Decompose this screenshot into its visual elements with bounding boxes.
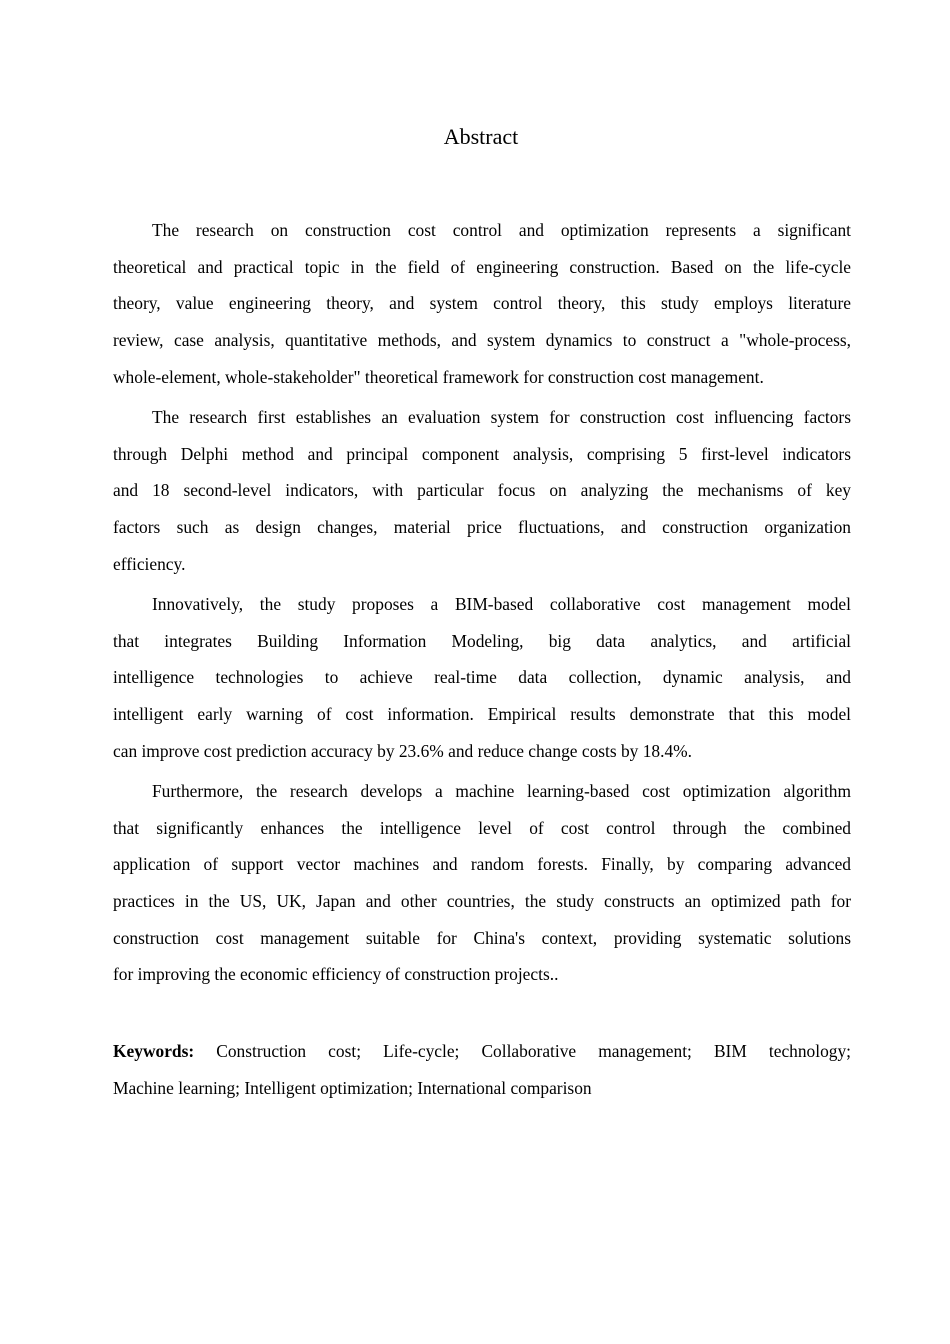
text-line: through Delphi method and principal component analysis, comprising 5 first-level indicators xyxy=(113,443,851,464)
text-line: application of support vector machines and random forests. Finally, by comparing advanced xyxy=(113,854,851,875)
keywords-label: Keywords: xyxy=(113,1041,195,1061)
text-line: efficiency. xyxy=(113,553,186,574)
page-title: Abstract xyxy=(443,124,519,149)
text-line: construction cost management suitable for China's context, providing systematic solutions xyxy=(113,927,851,948)
text-line: theoretical and practical topic in the field of engineering construction. Based on the life-cycle xyxy=(113,256,851,277)
text-line: theory, value engineering theory, and system control theory, this study employs literature xyxy=(113,293,851,314)
text-line: intelligent early warning of cost information. Empirical results demonstrate that this model xyxy=(113,703,851,724)
text-line: review, case analysis, quantitative methods, and system dynamics to construct a "whole-process, xyxy=(113,330,851,351)
text-line: can improve cost prediction accuracy by 23.6% and reduce change costs by 18.4%. xyxy=(113,740,692,761)
abstract-paragraph xyxy=(113,399,851,582)
text-line: factors such as design changes, material price fluctuations, and construction organization xyxy=(113,517,851,537)
text-line: practices in the US, UK, Japan and other countries, the study constructs an optimized path for xyxy=(113,890,851,911)
text-line: The research first establishes an evaluation system for construction cost influencing factors xyxy=(152,406,851,427)
abstract-paragraph xyxy=(113,773,851,993)
text-line: that integrates Building Information Modeling, big data analytics, and artificial xyxy=(113,630,851,651)
abstract-paragraph xyxy=(113,586,851,769)
keywords-section xyxy=(113,1033,851,1106)
keywords-line xyxy=(113,1033,851,1070)
text-line: and 18 second-level indicators, with particular focus on analyzing the mechanisms of key xyxy=(113,480,851,501)
abstract-body xyxy=(113,212,851,996)
keywords-line: Machine learning; Intelligent optimization; International comparison xyxy=(113,1077,592,1098)
text-line: whole-element, whole-stakeholder" theoretical framework for construction cost management. xyxy=(113,366,764,387)
text-line: that significantly enhances the intelligence level of cost control through the combined xyxy=(113,817,851,838)
keywords-text: Construction cost; Life-cycle; Collaborative management; BIM technology; xyxy=(216,1041,851,1061)
text-line: The research on construction cost control and optimization represents a significant xyxy=(152,220,851,240)
abstract-paragraph xyxy=(113,212,851,395)
text-line: intelligence technologies to achieve real-time data collection, dynamic analysis, and xyxy=(113,667,851,688)
text-line: for improving the economic efficiency of construction projects.. xyxy=(113,964,559,985)
text-line: Furthermore, the research develops a machine learning-based cost optimization algorithm xyxy=(152,780,851,801)
text-line: Innovatively, the study proposes a BIM-based collaborative cost management model xyxy=(152,593,851,614)
